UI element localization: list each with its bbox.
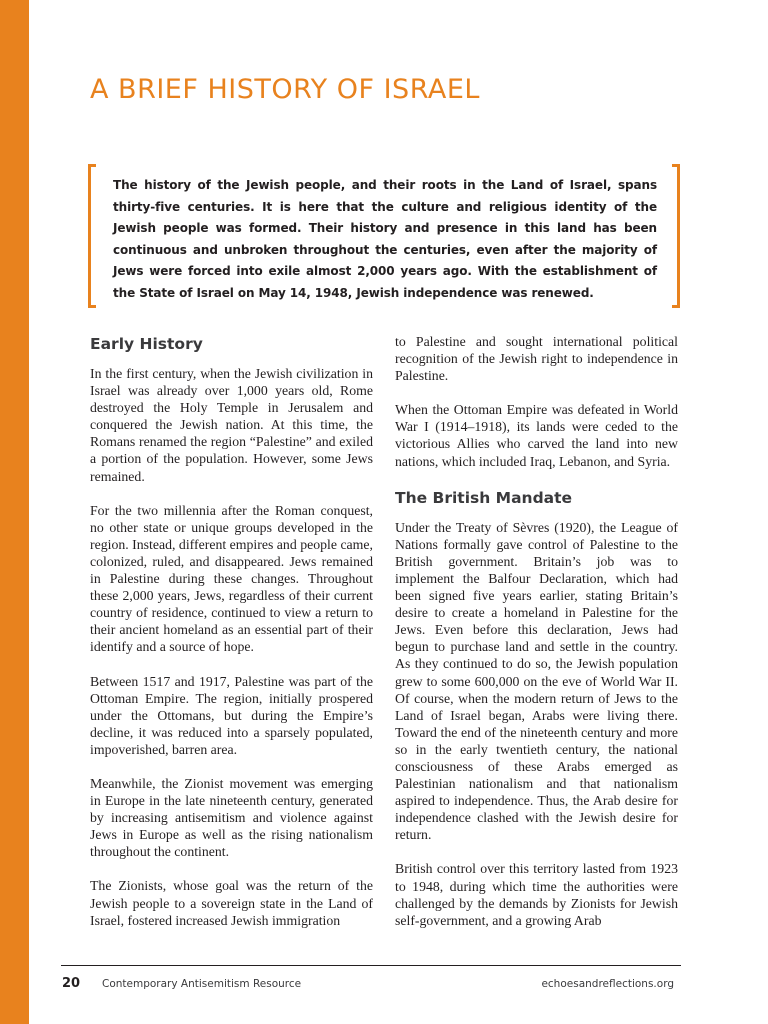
early-history-paragraph-2: For the two millennia after the Roman conquest, no other state or unique groups developed in the region. Instead, different empires and people came, colonized, ruled, and disappeared. Jews remained in Palestine during these changes. Throughout these 2,000 years, Jews, regardless of their current country of residence, continued to view a return to their ancient homeland as an essential part of their identify and a source of hope. xyxy=(90,502,373,655)
intro-text: The history of the Jewish people, and their roots in the Land of Israel, spans thirty-five centuries. It is here that the culture and religious identity of the Jewish people was formed. Their history and presence in this land has been continuous and unbroken throughout the centuries, even after the majority of Jews were forced into exile almost 2,000 years ago. With the establishment of the State of Israel on May 14, 1948, Jewish independence was renewed. xyxy=(113,178,657,300)
right-column xyxy=(395,333,678,929)
footer-divider xyxy=(61,965,681,966)
intro-callout xyxy=(88,164,680,310)
early-history-continued-paragraph-1: to Palestine and sought international political recognition of the Jewish right to independence in Palestine. xyxy=(395,334,678,384)
early-history-paragraph-3: Between 1517 and 1917, Palestine was part of the Ottoman Empire. The region, initially prospered under the Ottomans, but during the Empire’s decline, it was reduced into a sparsely populated, impoverished, barren area. xyxy=(90,673,373,757)
early-history-paragraph-4: Meanwhile, the Zionist movement was emerging in Europe in the late nineteenth century, generated by increasing antisemitism and violence against Jews in Europe as well as the rising nationalism throughout the continent. xyxy=(90,775,373,860)
left-column xyxy=(90,333,373,929)
early-history-paragraph-1: In the first century, when the Jewish civilization in Israel was already over 1,000 years old, Rome destroyed the Holy Temple in Jerusalem and conquered the Jewish nation. At this time, the Romans renamed the region “Palestine” and exiled a portion of the population. However, some Jews remained. xyxy=(90,366,373,484)
website-url: echoesandreflections.org xyxy=(541,978,674,990)
page-number: 20 xyxy=(62,976,81,991)
page-title: A BRIEF HISTORY OF ISRAEL xyxy=(90,74,480,105)
heading-british-mandate: The British Mandate xyxy=(395,488,573,507)
british-mandate-paragraph-2: British control over this territory lasted from 1923 to 1948, during which time the authorities were challenged by the demands by Zionists for Jewish self-government, and a growing Arab xyxy=(395,861,678,928)
early-history-continued-paragraph-2: When the Ottoman Empire was defeated in World War I (1914–1918), its lands were ceded to the victorious Allies who carved the land into new nations, which included Iraq, Lebanon, and Syria. xyxy=(395,402,678,469)
publication-name: Contemporary Antisemitism Resource xyxy=(102,978,302,990)
right-bracket xyxy=(672,164,680,308)
side-accent-bar xyxy=(0,0,29,1024)
left-bracket xyxy=(88,164,96,308)
british-mandate-paragraph-1: Under the Treaty of Sèvres (1920), the League of Nations formally gave control of Palestine to the British government. Britain’s job was to implement the Balfour Declaration, which had been signed five years earlier, stating Britain’s desire to create a homeland in Palestine for the Jews. Even before this declaration, Jews had begun to purchase land and settle in the country. As they continued to do so, the Jewish population grew to some 600,000 on the eve of World War II. Of course, when the modern return of Jews to the Land of Israel began, Arabs were living there. Toward the end of the nineteenth century and more so in the early twentieth century, the national consciousness of these Arabs emerged as Palestinian nationalism and that nationalism aspired to independence. Thus, the Arab desire for independence clashed with the Jewish desire for return. xyxy=(395,519,678,843)
heading-early-history: Early History xyxy=(90,335,203,353)
early-history-paragraph-5: The Zionists, whose goal was the return of the Jewish people to a sovereign state in the Land of Israel, fostered increased Jewish immigration xyxy=(90,878,373,928)
